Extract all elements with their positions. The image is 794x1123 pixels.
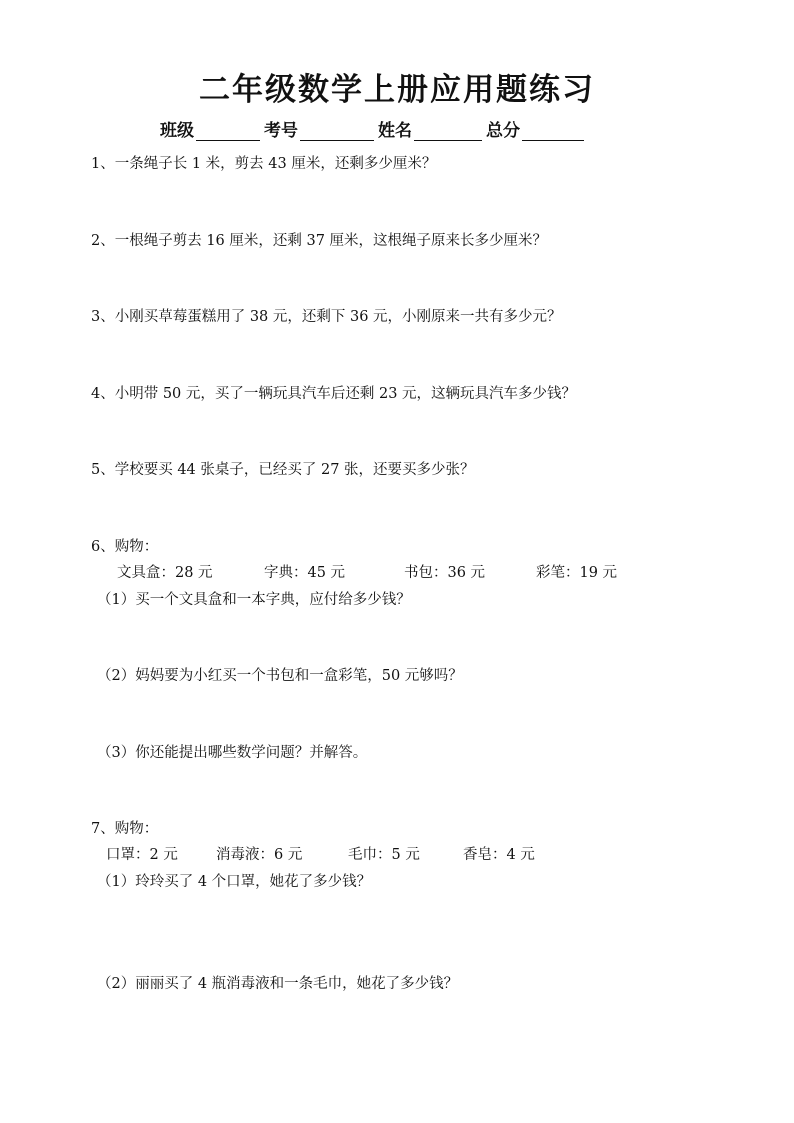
- question-6-sub-2: （2）妈妈要为小红买一个书包和一盒彩笔，50 元够吗？: [97, 668, 463, 684]
- total-score-blank[interactable]: [522, 122, 584, 141]
- question-7-sub-2: （2）丽丽买了 4 瓶消毒液和一条毛巾，她花了多少钱？: [97, 976, 459, 992]
- price-item: 消毒液：6 元: [216, 847, 303, 863]
- question-1: 1、一条绳子长 1 米，剪去 43 厘米，还剩多少厘米？: [91, 156, 437, 172]
- exam-number-blank[interactable]: [300, 122, 374, 141]
- class-blank[interactable]: [196, 122, 260, 141]
- price-item: 彩笔：19 元: [536, 565, 618, 581]
- header-fields: [160, 116, 588, 141]
- price-item: 毛巾：5 元: [348, 847, 420, 863]
- question-7-heading: 7、购物：: [91, 821, 159, 837]
- name-label: 姓名: [378, 121, 412, 141]
- question-7-sub-1: （1）玲玲买了 4 个口罩，她花了多少钱？: [97, 874, 372, 890]
- question-5: 5、学校要买 44 张桌子，已经买了 27 张，还要买多少张？: [91, 462, 475, 478]
- question-2: 2、一根绳子剪去 16 厘米，还剩 37 厘米，这根绳子原来长多少厘米？: [91, 233, 548, 249]
- class-label: 班级: [160, 121, 194, 141]
- page-title: 二年级数学上册应用题练习: [199, 72, 595, 108]
- total-score-label: 总分: [486, 121, 520, 141]
- question-4: 4、小明带 50 元，买了一辆玩具汽车后还剩 23 元，这辆玩具汽车多少钱？: [91, 386, 577, 402]
- question-6-price-list: [0, 561, 794, 581]
- exam-number-label: 考号: [264, 121, 298, 141]
- question-3: 3、小刚买草莓蛋糕用了 38 元，还剩下 36 元，小刚原来一共有多少元？: [91, 309, 562, 325]
- price-item: 香皂：4 元: [463, 847, 535, 863]
- price-item: 书包：36 元: [404, 565, 486, 581]
- name-blank[interactable]: [414, 122, 482, 141]
- price-item: 文具盒：28 元: [117, 565, 213, 581]
- price-item: 字典：45 元: [264, 565, 346, 581]
- question-7-price-list: [0, 843, 794, 863]
- question-6-heading: 6、购物：: [91, 539, 159, 555]
- question-6-sub-1: （1）买一个文具盒和一本字典，应付给多少钱？: [97, 592, 411, 608]
- price-item: 口罩：2 元: [106, 847, 178, 863]
- question-6-sub-3: （3）你还能提出哪些数学问题？并解答。: [97, 745, 368, 761]
